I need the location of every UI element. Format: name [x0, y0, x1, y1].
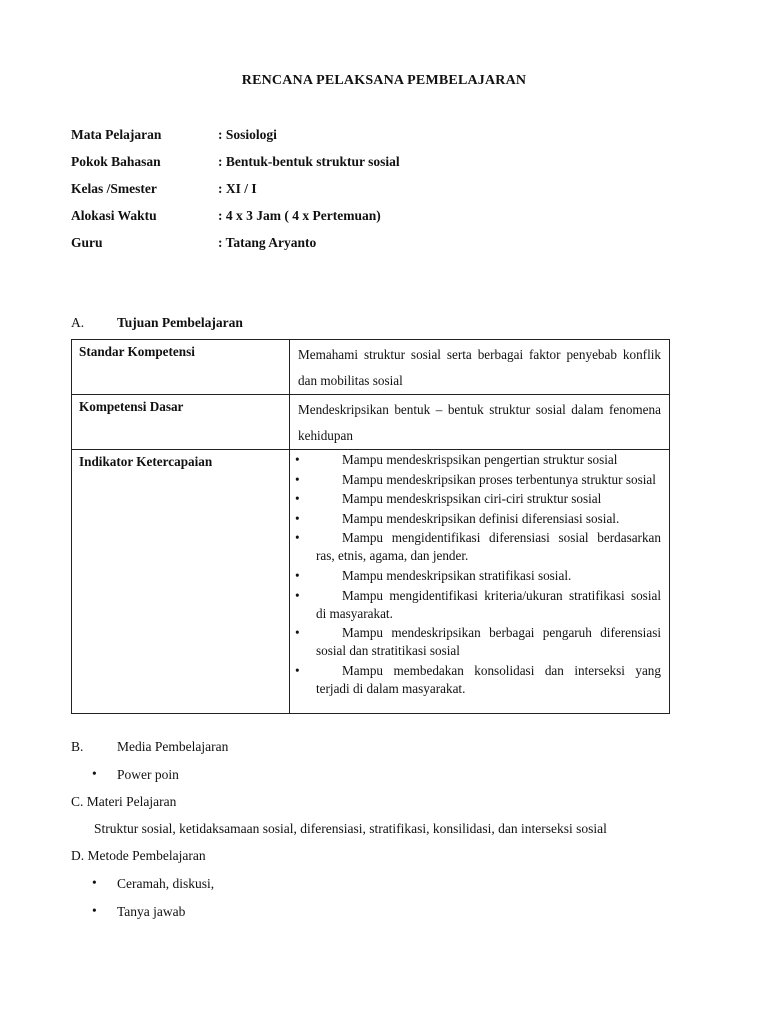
table-row [72, 340, 670, 395]
list-item: • Mampu mendeskripsikan proses terbentunya struktur sosial [295, 471, 656, 487]
bullet-icon: • [295, 491, 300, 507]
bullet-icon: • [295, 587, 300, 603]
list-item: • Mampu mengidentifikasi kriteria/ukuran stratifikasi sosial di masyarakat. [295, 587, 661, 621]
method-item: Tanya jawab [117, 904, 186, 919]
standar-kompetensi-label: Standar Kompetensi [72, 340, 290, 395]
info-label-subject: Mata Pelajaran [71, 127, 162, 142]
info-value-time: : 4 x 3 Jam ( 4 x Pertemuan) [218, 208, 381, 223]
section-b-letter: B. [71, 739, 84, 754]
list-item: • Mampu membedakan konsolidasi dan interseksi yang terjadi di dalam masyarakat. [295, 662, 661, 696]
indikator-list [290, 451, 661, 698]
info-value-class: : XI / I [218, 181, 257, 196]
list-item: • Mampu mendeskripsikan berbagai pengaruh diferensiasi sosial dan stratitikasi sosial [295, 625, 661, 659]
standar-kompetensi-text: Memahami struktur sosial serta berbagai faktor penyebab konflik dan mobilitas sosial [290, 340, 670, 395]
table-row [72, 450, 670, 714]
list-item: • Mampu mendeskrispsikan pengertian struktur sosial [295, 452, 618, 467]
bullet-icon: • [295, 452, 300, 467]
bullet-icon: • [295, 662, 300, 678]
bullet-icon: • [92, 903, 97, 918]
info-value-topic: : Bentuk-bentuk struktur sosial [218, 154, 400, 169]
bullet-icon: • [295, 625, 300, 641]
list-item: • Mampu mengidentifikasi diferensiasi sosial berdasarkan ras, etnis, agama, dan jender. [295, 530, 661, 564]
indikator-label: Indikator Ketercapaian [72, 450, 290, 714]
list-item: • Mampu mendeskripsikan stratifikasi sosial. [295, 567, 572, 583]
kompetensi-dasar-label: Kompetensi Dasar [72, 395, 290, 450]
bullet-icon: • [92, 766, 97, 781]
info-label-topic: Pokok Bahasan [71, 154, 161, 169]
bullet-icon: • [295, 510, 300, 526]
section-c-title: C. Materi Pelajaran [71, 794, 177, 809]
info-value-subject: : Sosiologi [218, 127, 277, 142]
info-label-class: Kelas /Smester [71, 181, 157, 196]
bullet-icon: • [295, 567, 300, 583]
bullet-icon: • [295, 530, 300, 546]
indikator-cell [290, 450, 670, 714]
section-d-title: D. Metode Pembelajaran [71, 848, 206, 863]
section-a-letter: A. [71, 315, 85, 330]
info-label-time: Alokasi Waktu [71, 208, 157, 223]
info-value-teacher: : Tatang Aryanto [218, 235, 317, 250]
section-b-title: Media Pembelajaran [117, 739, 229, 754]
section-a-title: Tujuan Pembelajaran [117, 315, 243, 330]
list-item: • Mampu mendeskrispsikan ciri-ciri struktur sosial [295, 491, 602, 507]
list-item: • Mampu mendeskripsikan definisi diferensiasi sosial. [295, 510, 620, 526]
section-c-text: Struktur sosial, ketidaksamaan sosial, diferensiasi, stratifikasi, konsilidasi, dan interseksi sosial [94, 821, 607, 836]
table-row [72, 395, 670, 450]
kompetensi-dasar-text: Mendeskripsikan bentuk – bentuk struktur sosial dalam fenomena kehidupan [290, 395, 670, 450]
page-title: RENCANA PELAKSANA PEMBELAJARAN [241, 73, 527, 88]
bullet-icon: • [295, 471, 300, 487]
bullet-icon: • [92, 875, 97, 890]
media-item: Power poin [117, 767, 179, 782]
method-item: Ceramah, diskusi, [117, 876, 215, 891]
info-label-teacher: Guru [71, 235, 103, 250]
competency-table [71, 339, 670, 714]
